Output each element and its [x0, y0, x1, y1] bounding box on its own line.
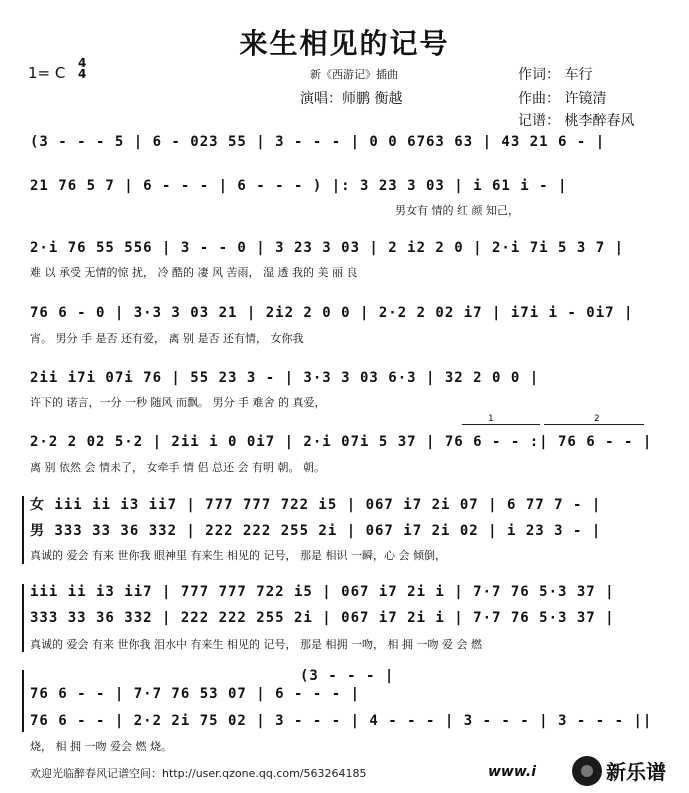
score-row: 男 333 33 36 332 | 222 222 255 2i | 067 i7 2i 02 | i 23 3 - | [30, 523, 602, 539]
score-row: 333 33 36 332 | 222 222 255 2i | 067 i7 2i i | 7·7 76 5·3 37 | [30, 610, 615, 626]
lyrics-row: 男女有 情的 红 颜 知己， [395, 204, 519, 217]
time-top: 4 [78, 56, 87, 70]
brand-logo: 新乐谱 [606, 760, 666, 784]
score-row: (3 - - - | [300, 668, 395, 684]
score-row: 76 6 - - | 7·7 76 53 07 | 6 - - - | [30, 686, 361, 702]
lyrics-row: 离 别 依然 会 情未了， 女牵手 情 侣 总还 会 有明 朝。 朝。 [30, 461, 325, 474]
score-row: 2·i 76 55 556 | 3 - - 0 | 3 23 3 03 | 2 i2 2 0 | 2·i 7i 5 3 7 | [30, 240, 625, 256]
lyrics-row: 烧， 相 拥 一吻 爱会 燃 烧。 [30, 740, 172, 753]
score-row: (3 - - - 5 | 6 - 023 55 | 3 - - - | 0 0 6763 63 | 43 21 6 - | [30, 134, 606, 150]
system-bracket [22, 584, 24, 652]
score-row: 女 iii ii i3 ii7 | 777 777 722 i5 | 067 i7 2i 07 | 6 77 7 - | [30, 497, 602, 513]
subtitle: 新《西游记》插曲 [310, 68, 398, 81]
score-row: iii ii i3 ii7 | 777 777 722 i5 | 067 i7 2i i | 7·7 76 5·3 37 | [30, 584, 615, 600]
volta-1: 1 [488, 414, 494, 424]
volta-2: 2 [594, 414, 600, 424]
score-row: 2·2 2 02 5·2 | 2ii i 0 0i7 | 2·i 07i 5 37 | 76 6 - - :| 76 6 - - | [30, 434, 653, 450]
time-bottom: 4 [78, 67, 87, 81]
lyrics-row: 真诚的 爱会 有来 世你我 泪水中 有来生 相见的 记号， 那是 相拥 一吻， 相 拥 一吻 爱 会 燃 [30, 638, 482, 651]
score-row: 2ii i7i 07i 76 | 55 23 3 - | 3·3 3 03 6·3 | 32 2 0 0 | [30, 370, 540, 386]
site-text: www.i [488, 764, 537, 780]
lyricist: 作词： 车行 [518, 67, 593, 83]
vinyl-logo-icon [572, 756, 602, 786]
score-row: 76 6 - - | 2·2 2i 75 02 | 3 - - - | 4 - - - | 3 - - - | 3 - - - || [30, 713, 653, 729]
system-bracket [22, 670, 24, 732]
footer-text: 欢迎光临醉春风记谱空间：http://user.qzone.qq.com/563264185 [30, 767, 367, 780]
lyrics-row: 宵。 男分 手 是否 还有爱， 离 别 是否 还有情， 女你我 [30, 332, 304, 345]
lyrics-row: 难 以 承受 无情的惊 扰， 冷 酷的 凄 风 苦雨， 湿 透 我的 美 丽 良 [30, 266, 358, 279]
transcriber: 记谱： 桃李醉春风 [518, 113, 635, 129]
system-bracket [22, 496, 24, 564]
lyrics-row: 真诚的 爱会 有来 世你我 眼神里 有来生 相见的 记号， 那是 相识 一瞬，心 会 倾倒， [30, 549, 446, 562]
key-signature: 1= C [28, 64, 66, 82]
time-signature [78, 58, 86, 80]
song-title: 来生相见的记号 [239, 27, 450, 60]
score-row: 76 6 - 0 | 3·3 3 03 21 | 2i2 2 0 0 | 2·2 2 02 i7 | i7i i - 0i7 | [30, 305, 634, 321]
lyrics-row: 许下的 诺言，一分 一秒 随风 而飘。 男分 手 难舍 的 真爱， [30, 396, 326, 409]
score-row: 21 76 5 7 | 6 - - - | 6 - - - ) |: 3 23 3 03 | i 61 i - | [30, 178, 568, 194]
composer: 作曲： 许镜清 [518, 91, 607, 107]
singers: 演唱：师鹏 衡越 [300, 91, 403, 107]
